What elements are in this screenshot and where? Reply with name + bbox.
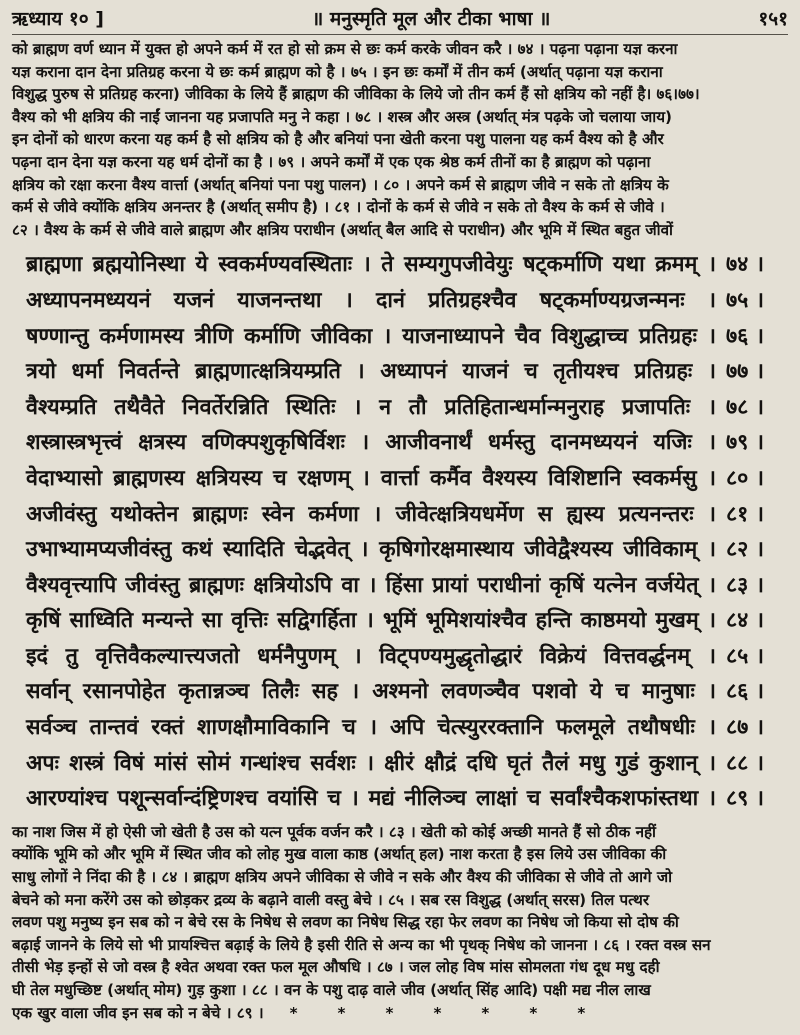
commentary-line: यज्ञ कराना दान देना प्रतिग्रह करना ये छः कर्म ब्राह्मण को है । ७५ । इन छः कर्मों में तीन कर्म (अर्थात् पढ़ाना यज्ञ कराना <box>12 62 663 81</box>
verse-83 <box>12 568 788 604</box>
verse-number: ८२ । <box>726 537 764 563</box>
commentary-line: क्षत्रिय को रक्षा करना वैश्य वार्त्ता (अर्थात् बनियां पना पशु पालन) । ८० । अपने कर्म से ब्राह्मण जीवे न सके तो क्षत्रिय के <box>12 175 669 194</box>
verse-number: ७४ । <box>726 252 764 278</box>
last-line-text: एक खुर वाला जीव इन सब को न बेचे । ८९ । <box>12 1003 264 1022</box>
verse-85 <box>12 639 788 675</box>
verse-text: सर्वान् रसानपोहेत कृतान्नञ्च तिलैः सह । अश्मनो लवणञ्चैव पशवो ये च मानुषाः । <box>26 679 716 705</box>
verse-77 <box>12 354 788 390</box>
commentary-line: घी तेल मधुच्छिष्ट (अर्थात् मोम) गुड़ कुशा । ८८ । वन के पशु दाढ़ वाले जीव (अर्थात् सिंह आदि) पक्षी मद्य नील लाख <box>12 981 651 999</box>
verse-text: वैश्यम्प्रति तथैवैते निवर्तेरन्निति स्थितिः । न तौ प्रतिहितान्धर्मान्मनुराह प्रजापतिः । <box>26 394 716 420</box>
commentary-line: विशुद्ध पुरुष से प्रतिग्रह करना) जीविका के लिये हैं ब्राह्मण की जीविका के लिये जो तीन कर्म हैं सो क्षत्रिय को नहीं है। ७६।७७। <box>12 85 700 104</box>
commentary-line: बढ़ाई जानने के लिये सो भी प्रायश्चित्त बढ़ाई के लिये है इसी रीति से अन्य का भी पृथक् निषेध को जानना । ८६ । रक्त वस्त्र सन <box>12 935 711 954</box>
verse-text: वैश्यवृत्त्यापि जीवंस्तु ब्राह्मणः क्षत्रियोऽपि वा । हिंसा प्रायां पराधीनां कृषिं यत्नेन वर्जयेत् । <box>26 572 716 598</box>
verse-number: ८६ । <box>726 679 764 705</box>
star-ornament: * <box>481 1003 490 1022</box>
verse-text: अपः शस्त्रं विषं मांसं सोमं गन्धांश्च सर्वशः । क्षीरं क्षौद्रं दधि घृतं तैलं मधु गुडं कुशान् । <box>26 750 716 776</box>
verse-text: सर्वञ्च तान्तवं रक्तं शाणक्षौमाविकानि च । अपि चेत्स्युररक्तानि फलमूले तथौषधीः । <box>26 715 716 741</box>
page-header <box>12 6 788 35</box>
verse-text: शस्त्रास्त्रभृत्त्वं क्षत्रस्य वणिक्पशुकृषिर्विशः । आजीवनार्थं धर्मस्तु दानमध्ययनं यजिः । <box>26 430 716 456</box>
commentary-top <box>12 38 788 241</box>
verse-number: ७९ । <box>726 430 764 456</box>
verse-number: ८७ । <box>726 715 764 741</box>
verse-89 <box>12 781 788 817</box>
commentary-line: कर्म से जीवे क्योंकि क्षत्रिय अनन्तर है (अर्थात् समीप है) । ८१ । दोनों के कर्म से जीवे न सके तो वैश्य के कर्म से जीवे । <box>12 198 665 217</box>
running-title: ॥ मनुस्मृति मूल और टीका भाषा ॥ <box>311 8 551 30</box>
commentary-line: पढ़ना दान देना यज्ञ करना यह धर्म दोनों का है । ७९ । अपने कर्मों में एक एक श्रेष्ठ कर्म तीनों का है ब्राह्मण को पढ़ाना <box>12 152 651 171</box>
verse-number: ८३ । <box>726 572 764 598</box>
verse-number: ७५ । <box>726 287 764 313</box>
verse-text: इदं तु वृत्तिवैकल्यात्त्यजतो धर्मनैपुणम् । विट्पण्यमुद्धृतोद्धारं विक्रेयं वित्तवर्द्धनम् । <box>26 643 716 669</box>
verse-number: ७६ । <box>726 323 764 349</box>
commentary-line: साधु लोगों ने निंदा की है । ८४ । ब्राह्मण क्षत्रिय अपने जीविका से जीवे न सके और वैश्य की जीविका से जीवे तो आगे जो <box>12 868 673 887</box>
verse-76 <box>12 319 788 355</box>
sanskrit-verses <box>12 247 788 817</box>
verse-text: वेदाभ्यासो ब्राह्मणस्य क्षत्रियस्य च रक्षणम् । वार्त्ता कर्मैव वैश्यस्य विशिष्टानि स्वकर्मसु । <box>26 465 716 491</box>
chapter-label: ऋध्याय १० ] <box>12 8 104 30</box>
verse-74 <box>12 247 788 283</box>
verse-text: षण्णान्तु कर्मणामस्य त्रीणि कर्माणि जीविका । याजनाध्यापने चैव विशुद्धाच्च प्रतिग्रहः । <box>26 323 716 349</box>
verse-text: कृषिं साध्विति मन्यन्ते सा वृत्तिः सद्विगर्हिता । भूमिं भूमिशयांश्चैव हन्ति काष्ठमयो मुखम् । <box>26 608 716 634</box>
verse-81 <box>12 497 788 533</box>
section-end-stars <box>290 1002 586 1025</box>
verse-text: आरण्यांश्च पशून्सर्वान्दंष्ट्रिणश्च वयांसि च । मद्यं नीलिञ्च लाक्षां च सर्वांश्चैकशफांस्तथा । <box>26 786 716 812</box>
commentary-line: वैश्य को भी क्षत्रिय की नाईं जानना यह प्रजापति मनु ने कहा । ७८ । शस्त्र और अस्त्र (अर्थात् मंत्र पढ़के जो चलाया जाय) <box>12 107 672 126</box>
star-ornament: * <box>385 1003 394 1022</box>
verse-number: ७७ । <box>726 359 764 385</box>
star-ornament: * <box>289 1003 298 1022</box>
verse-text: ब्राह्मणा ब्रह्मयोनिस्था ये स्वकर्मण्यवस्थिताः । ते सम्यगुपजीवेयुः षट्कर्माणि यथा क्रमम् । <box>26 252 716 278</box>
verse-text: उभाभ्यामप्यजीवंस्तु कथं स्यादिति चेद्भवेत् । कृषिगोरक्षमास्थाय जीवेद्वैश्यस्य जीविकाम् । <box>26 537 716 563</box>
verse-number: ८४ । <box>726 608 764 634</box>
verse-number: ७८ । <box>726 394 764 420</box>
commentary-line: क्योंकि भूमि को और भूमि में स्थित जीव को लोह मुख वाला काष्ठ (अर्थात् हल) नाश करता है इस लिये उस जीविका की <box>12 845 667 864</box>
star-ornament: * <box>337 1003 346 1022</box>
verse-number: ८८ । <box>726 750 764 776</box>
commentary-line: तीसी भेड़ इन्हों से जो वस्त्र है श्वेत अथवा रक्त फल मूल औषधि । ८७ । जल लोह विष मांस सोमलता गंध दूध मधु दही <box>12 958 660 977</box>
verse-text: अध्यापनमध्ययनं यजनं याजनन्तथा । दानं प्रतिग्रहश्चैव षट्कर्माण्यग्रजन्मनः । <box>26 287 716 313</box>
verse-86 <box>12 674 788 710</box>
commentary-last-line <box>12 1002 788 1025</box>
verse-82 <box>12 532 788 568</box>
verse-79 <box>12 425 788 461</box>
verse-number: ८१ । <box>726 501 764 527</box>
verse-87 <box>12 710 788 746</box>
verse-84 <box>12 603 788 639</box>
verse-text: अजीवंस्तु यथोक्तेन ब्राह्मणः स्वेन कर्मणा । जीवेत्क्षत्रियधर्मेण स ह्यस्य प्रत्यनन्तरः । <box>26 501 716 527</box>
commentary-line: बेचने को मना करेंगे उस को छोड़कर द्रव्य के बढ़ाने वाली वस्तु बेचे । ८५ । सब रस विशुद्ध (अर्थात् सरस) तिल पत्थर <box>12 890 650 909</box>
verse-number: ८९ । <box>726 786 764 812</box>
verse-78 <box>12 390 788 426</box>
page-number: १५१ <box>758 8 788 30</box>
commentary-bottom <box>12 821 788 1024</box>
verse-number: ८० । <box>726 465 764 491</box>
commentary-line: लवण पशु मनुष्य इन सब को न बेचे रस के निषेध से लवण का निषेध सिद्ध रहा फेर लवण का निषेध जो किया सो दोष की <box>12 913 679 932</box>
verse-75 <box>12 283 788 319</box>
star-ornament: * <box>529 1003 538 1022</box>
verse-80 <box>12 461 788 497</box>
commentary-line: ८२ । वैश्य के कर्म से जीवे वाले ब्राह्मण और क्षत्रिय पराधीन (अर्थात् बैल आदि से पराधीन) और भूमि में स्थित बहुत जीवों <box>12 220 673 239</box>
verse-88 <box>12 746 788 782</box>
star-ornament: * <box>577 1003 586 1022</box>
commentary-line: का नाश जिस में हो ऐसी जो खेती है उस को यत्न पूर्वक वर्जन करै । ८३ । खेती को कोई अच्छी मानते हैं सो ठीक नहीं <box>12 822 656 841</box>
verse-number: ८५ । <box>726 643 764 669</box>
commentary-line: को ब्राह्मण वर्ण ध्यान में युक्त हो अपने कर्म में रत हो सो क्रम से छः कर्म करके जीवन करै । ७४ । पढ़ना पढ़ाना यज्ञ करना <box>12 40 678 58</box>
star-ornament: * <box>433 1003 442 1022</box>
commentary-line: इन दोनों को धारण करना यह कर्म है सो क्षत्रिय को है और बनियां पना खेती करना पशु पालना यह कर्म वैश्य को है और <box>12 130 664 149</box>
verse-text: त्रयो धर्मा निवर्तन्ते ब्राह्मणात्क्षत्रियम्प्रति । अध्यापनं याजनं च तृतीयश्च प्रतिग्रहः । <box>26 359 716 385</box>
